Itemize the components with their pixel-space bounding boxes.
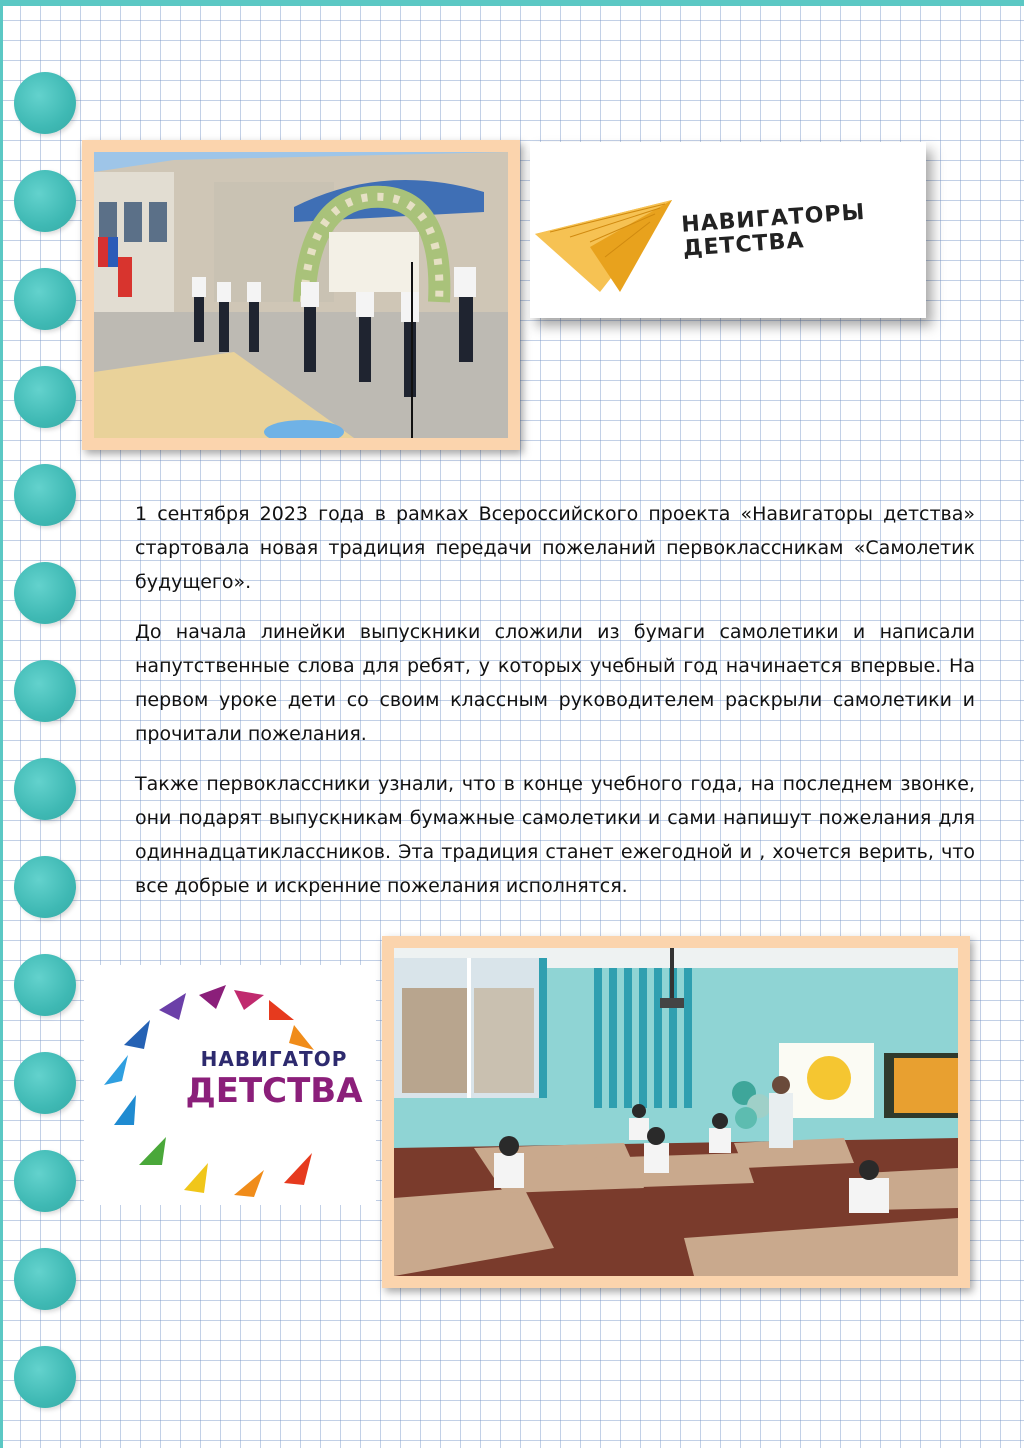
ring [14, 562, 76, 624]
ring [14, 1150, 76, 1212]
navigator-logo [84, 965, 376, 1205]
ring [14, 1248, 76, 1310]
article-paragraph: Также первоклассники узнали, что в конце учебного года, на последнем звонке, они подарят выпускникам бумажные самолетики и сами напишут пожелания для одиннадцатиклассников. Эта традиция станет ежегодной и , хочется верить, что все добрые и искренние пожелания исполнятся. [135, 773, 975, 897]
navigator-logo-line-1: НАВИГАТОР [200, 1047, 348, 1071]
navigator-logo-line-2: ДЕТСТВА [185, 1071, 363, 1111]
ring [14, 856, 76, 918]
classroom-photo [382, 936, 970, 1288]
ring [14, 1346, 76, 1408]
ring [14, 464, 76, 526]
top-border [0, 0, 1024, 6]
logo-line-2: ДЕТСТВА [682, 228, 806, 262]
article-paragraph: До начала линейки выпускники сложили из бумаги самолетики и написали напутственные слова для ребят, у которых учебный год начинается впервые. На первом уроке дети со своим классным руководителем раскрыли самолетики и прочитали пожелания. [135, 621, 975, 745]
ceremony-photo [82, 140, 520, 450]
ring [14, 954, 76, 1016]
ring [14, 660, 76, 722]
ring [14, 758, 76, 820]
logo-line-1: НАВИГАТОРЫ [680, 199, 867, 238]
ring [14, 72, 76, 134]
ring [14, 1052, 76, 1114]
article-paragraph: 1 сентября 2023 года в рамках Всероссийского проекта «Навигаторы детства» стартовала новая традиция передачи пожеланий первоклассникам «Самолетик будущего». [135, 503, 975, 593]
navigator-logo-title [174, 1047, 374, 1111]
ring [14, 268, 76, 330]
ring [14, 170, 76, 232]
navigators-logo-card [530, 142, 926, 318]
article-body [135, 497, 975, 919]
classroom-photo-image [394, 948, 958, 1276]
ceremony-photo-image [94, 152, 508, 438]
ring [14, 366, 76, 428]
notebook-rings [0, 0, 90, 1448]
